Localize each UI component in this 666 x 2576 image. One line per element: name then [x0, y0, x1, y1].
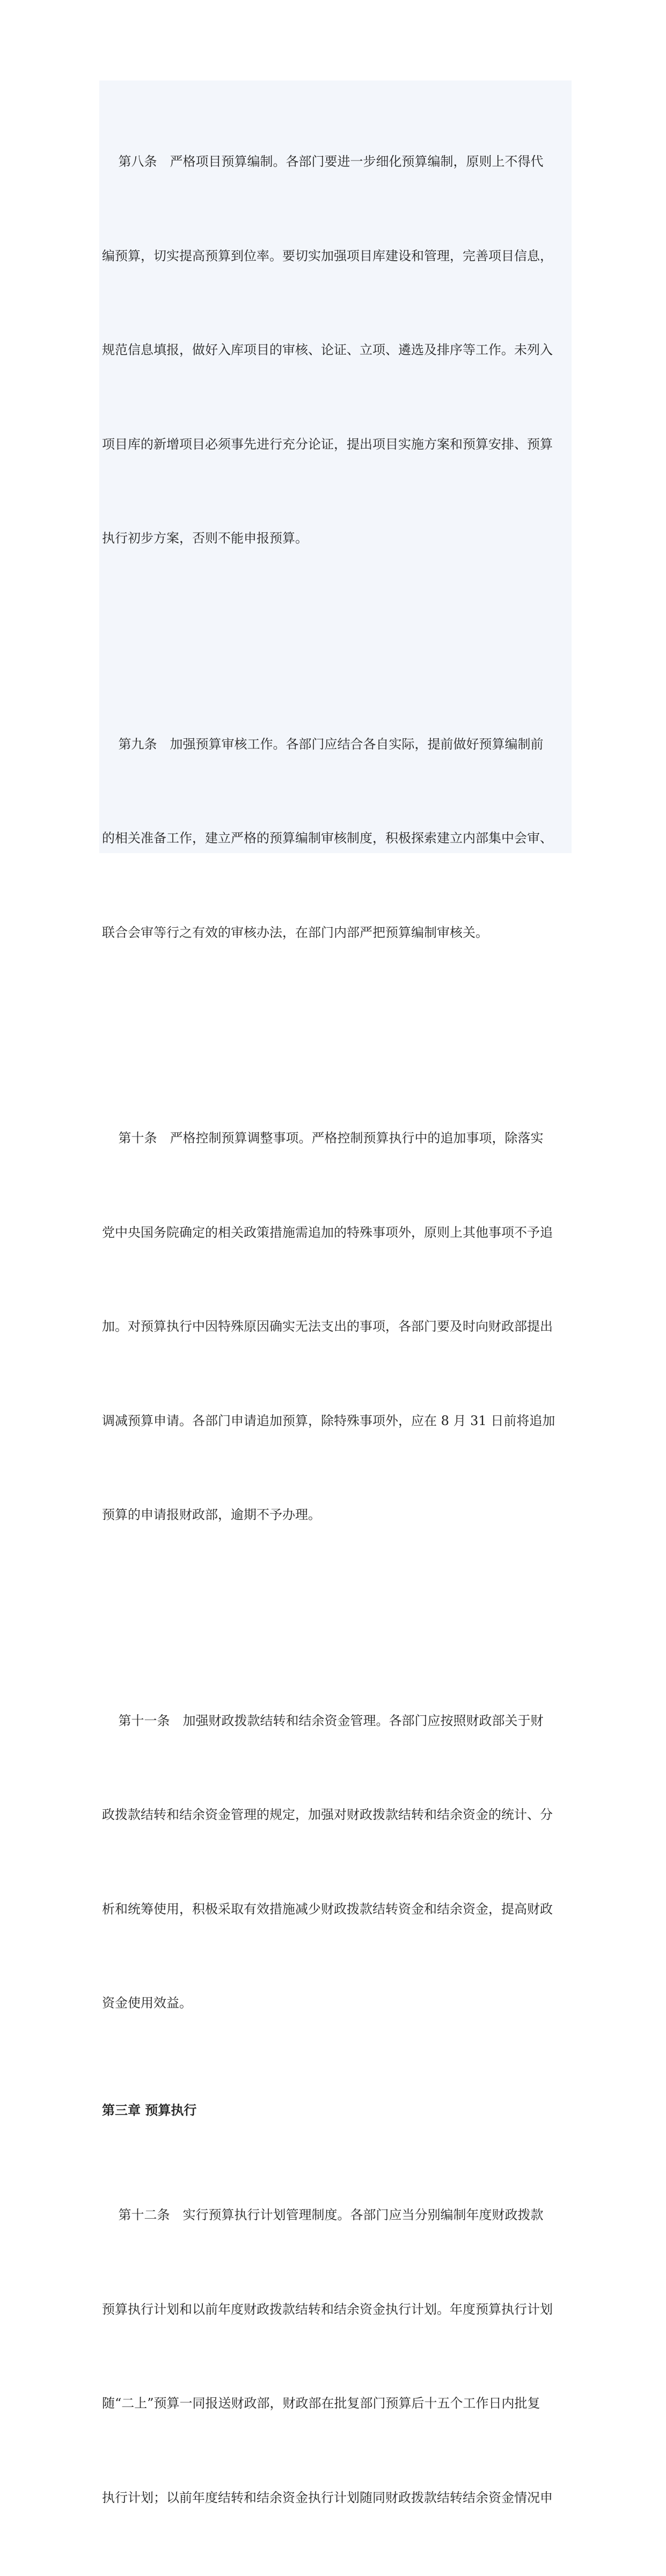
article-11-line: 资金使用效益。: [102, 1995, 192, 2010]
chapter-heading: 第三章 预算执行: [102, 2102, 197, 2118]
article-8-line: 执行初步方案，否则不能申报预算。: [102, 531, 308, 546]
article-10-line: 预算的申请报财政部，逾期不予办理。: [102, 1507, 321, 1522]
document-body: [102, 83, 660, 2576]
paragraph-gap: [102, 1594, 660, 1642]
paragraph-gap: [102, 2082, 660, 2095]
article-11-line: 析和统筹使用，积极采取有效措施减少财政拨款结转资金和结余资金，提高财政: [102, 1901, 553, 1917]
article-8: [102, 83, 660, 617]
paragraph-gap: [102, 617, 660, 666]
article-11-line: 政拨款结转和结余资金管理的规定，加强对财政拨款结转和结余资金的统计、分: [102, 1807, 553, 1822]
article-10-line: 党中央国务院确定的相关政策措施需追加的特殊事项外，原则上其他事项不予追: [102, 1224, 553, 1240]
article-9: [102, 666, 660, 1011]
article-11: [102, 1642, 660, 2082]
article-9-line: 第九条 加强预算审核工作。各部门应结合各自实际，提前做好预算编制前: [102, 736, 544, 752]
article-8-line: 项目库的新增项目必须事先进行充分论证，提出项目实施方案和预算安排、预算: [102, 436, 553, 452]
article-8-line: 编预算，切实提高预算到位率。要切实加强项目库建设和管理，完善项目信息，: [102, 248, 553, 263]
article-10-line: 加。对预算执行中因特殊原因确实无法支出的事项，各部门要及时向财政部提出: [102, 1319, 553, 1334]
article-12-line: 随“二上”预算一同报送财政部，财政部在批复部门预算后十五个工作日内批复: [102, 2396, 540, 2411]
article-12-line: 预算执行计划和以前年度财政拨款结转和结余资金执行计划。年度预算执行计划: [102, 2301, 553, 2317]
article-10: [102, 1060, 660, 1594]
article-10-line: 调减预算申请。各部门申请追加预算，除特殊事项外，应在 8 月 31 日前将追加: [102, 1413, 555, 1428]
article-12-line: 执行计划；以前年度结转和结余资金执行计划随同财政拨款结转结余资金情况申: [102, 2490, 553, 2505]
paragraph-gap: [102, 1011, 660, 1060]
article-11-line: 第十一条 加强财政拨款结转和结余资金管理。各部门应按照财政部关于财: [102, 1713, 544, 1728]
article-8-line: 规范信息填报，做好入库项目的审核、论证、立项、遴选及排序等工作。未列入: [102, 342, 553, 357]
article-10-line: 第十条 严格控制预算调整事项。严格控制预算执行中的追加事项，除落实: [102, 1131, 544, 1146]
paragraph-gap: [102, 2126, 660, 2137]
article-12-line: 第十二条 实行预算执行计划管理制度。各部门应当分别编制年度财政拨款: [102, 2207, 544, 2222]
article-12: [102, 2137, 660, 2576]
article-9-line: 的相关准备工作，建立严格的预算编制审核制度，积极探索建立内部集中会审、: [102, 831, 553, 846]
article-9-line: 联合会审等行之有效的审核办法，在部门内部严把预算编制审核关。: [102, 924, 488, 940]
article-8-line: 第八条 严格项目预算编制。各部门要进一步细化预算编制，原则上不得代: [102, 154, 544, 169]
